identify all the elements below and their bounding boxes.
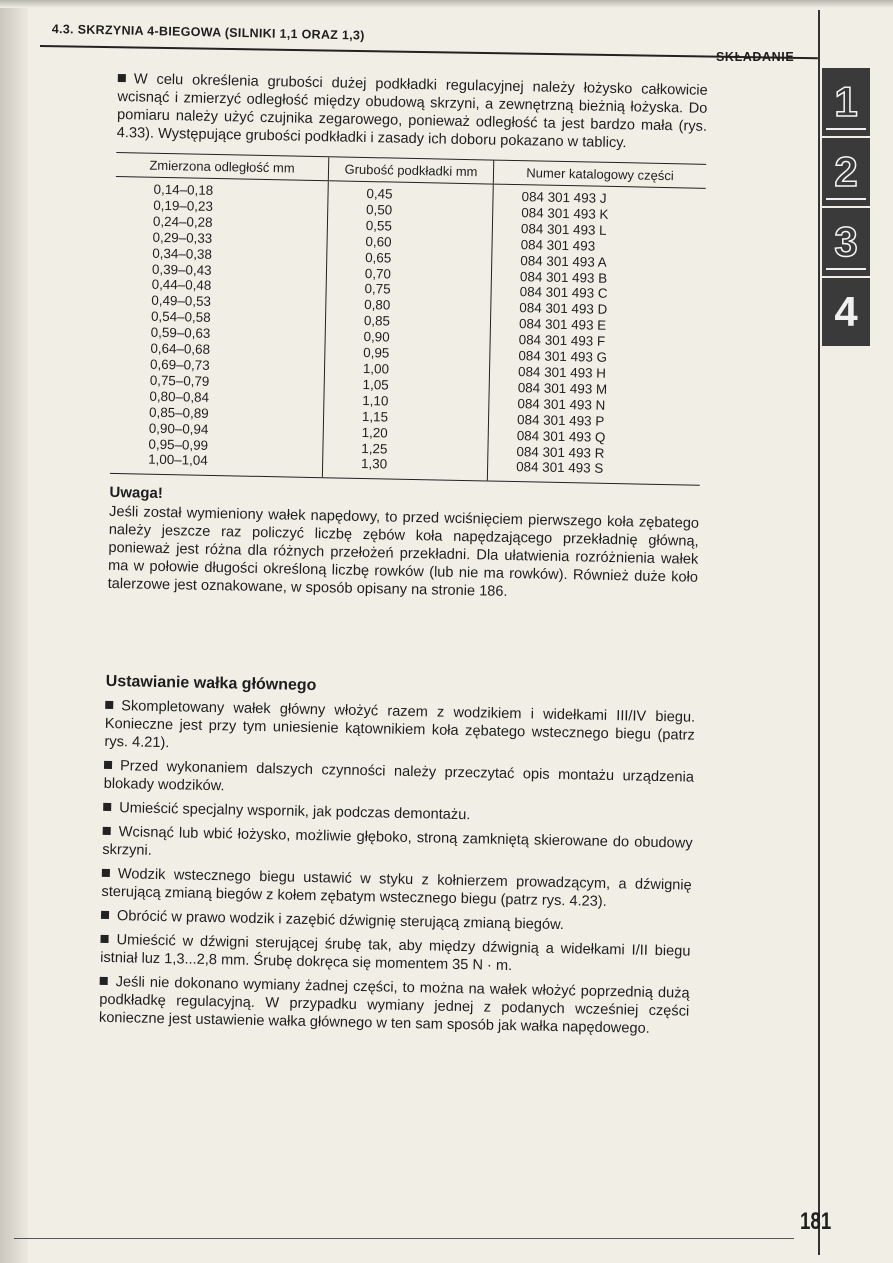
measured-value: 0,64–0,68 [150,340,211,357]
note-block [107,484,699,605]
chapter-tab-1: 1 [822,68,870,136]
measured-value: 0,49–0,53 [151,293,212,310]
bullet-icon [103,827,111,835]
measured-value: 0,54–0,58 [150,308,211,326]
catalog-number: 084 301 493 A [520,252,607,270]
thickness-value: 0,45 [366,186,393,202]
step-paragraph: Wcisnąć lub wbić łożysko, możliwie głęboko, stroną zamkniętą skierowane do obudowy skrzyni. [102,824,693,860]
catalog-number: 084 301 493 K [521,205,609,222]
catalog-number: 084 301 493 H [517,364,607,381]
bullet-icon [105,701,113,709]
thickness-value: 0,90 [363,329,390,345]
measured-value: 0,19–0,23 [153,197,214,214]
catalog-number: 084 301 493 M [517,379,608,397]
bullet-icon [100,935,108,943]
catalog-number: 084 301 493 B [519,268,608,286]
chapter-tabs [822,68,870,348]
header-catalog: Numer katalogowy części [493,160,706,188]
measured-value: 0,29–0,33 [152,229,213,246]
note-title: Uwaga! [109,484,164,503]
catalog-number: 084 301 493 L [520,220,607,238]
measured-value: 0,75–0,79 [149,372,210,389]
catalog-number: 084 301 493 P [516,411,605,429]
step-paragraph: Umieścić w dźwigni sterującej śrubę tak, aby między dźwignią a widełkami I/II biegu istniał luz 1,3...2,8 mm. Śrubę dokręca się momentem 35 N · m. [100,932,691,975]
section-title: 4.3. SKRZYNIA 4-BIEGOWA (SILNIKI 1,1 ORAZ 1,3) [51,22,365,43]
chapter-label: SKŁADANIE [716,50,795,64]
thickness-column [322,181,493,482]
chapter-tab-2: 2 [822,138,870,206]
step-paragraph: Jeśli nie dokonano wymiany żadnej części, to można na wałek włożyć poprzednią dużą podkładkę regulacyjną. W przypadku wymiany jednej z podanych wcześniej części konieczne jest ustawienie wałka głównego w ten sam sposób jak wałka napędowego. [98,974,690,1038]
thickness-value: 1,10 [362,392,389,409]
header-thickness: Grubość podkładki mm [328,157,494,184]
measured-value: 0,69–0,73 [149,356,210,373]
step-paragraph: Wodzik wstecznego biegu ustawić w styku z kołnierzem prowadzącym, a dźwignię sterującą zmianą biegów z kołem zębatym wstecznego biegu (patrz rys. 4.23). [101,866,692,911]
page-content [99,70,708,1045]
header-measured: Zmierzona odległość mm [116,152,329,180]
thickness-value: 1,25 [361,440,388,456]
measured-value: 0,34–0,38 [152,245,213,262]
thickness-value: 0,70 [364,265,392,282]
catalog-number: 084 301 493 Q [516,427,606,445]
step-paragraph: Przed wykonaniem dalszych czynności należy przeczytać opis montażu urządzenia blokady wodzików. [103,758,695,795]
thickness-value: 0,80 [364,297,391,313]
bullet-icon [104,761,112,769]
catalog-number: 084 301 493 N [517,395,606,413]
margin-rule [818,10,820,1255]
thickness-value: 0,60 [365,233,392,250]
bullet-icon [118,74,126,82]
catalog-number: 084 301 493 S [516,459,604,477]
section-heading: Ustawianie wałka głównego [105,673,317,695]
step-paragraph: Skompletowany wałek główny włożyć razem z wodzikiem i widełkami III/IV biegu. Konieczne jest przy tym uniesienie kątownikiem koła zębatego wstecznego biegu (patrz rys. 4.21). [104,698,696,752]
page-binding-shadow [0,0,28,1263]
catalog-number: 084 301 493 C [519,284,608,302]
thickness-value: 1,15 [361,408,389,425]
catalog-number: 084 301 493 G [518,348,608,365]
measured-value: 0,39–0,43 [151,261,212,278]
thickness-value: 0,50 [365,201,393,218]
measured-value: 1,00–1,04 [148,452,208,469]
measured-value: 0,80–0,84 [149,388,210,405]
catalog-number: 084 301 493 D [519,300,608,318]
header-rule [40,45,818,59]
thickness-value: 1,20 [361,424,388,441]
footer-rule [14,1238,794,1239]
measured-value: 0,59–0,63 [150,324,211,342]
thickness-value: 1,30 [360,456,388,472]
measured-value: 0,24–0,28 [152,213,213,230]
shim-table [110,152,706,486]
thickness-value: 1,00 [362,360,390,377]
page-number: 181 [800,1208,832,1235]
step-paragraph: Umieścić specjalny wspornik, jak podczas demontażu. [103,799,693,829]
catalog-number: 084 301 493 E [518,316,607,334]
measured-value: 0,85–0,89 [148,404,209,421]
thickness-value: 0,55 [365,217,393,234]
measured-value: 0,90–0,94 [148,420,209,437]
note-text: Jeśli został wymieniony wałek napędowy, to przed wciśnięciem pierwszego koła zębatego należy jeszcze raz policzyć liczbę zębów koła napędzającego przekładnię główną, ponieważ jest różna dla różnych przełożeń przekładni. Dla ułatwienia rozróżnienia wałek ma w połowie długości określoną liczbę rowków (lub nie ma rowków). Również duże koło talerzowe jest oznakowane, w sposób opisany na stronie 186. [107,504,700,601]
catalog-number: 084 301 493 R [516,443,605,461]
page-top-shadow [0,0,893,8]
measured-column [110,176,328,478]
chapter-tab-4-active: 4 [822,278,870,346]
catalog-number: 084 301 493 F [518,332,606,349]
bullet-icon [102,869,110,877]
bullet-icon [103,803,111,811]
intro-paragraph: W celu określenia grubości dużej podkładki regulacyjnej należy łożysko całkowicie wcisnąć i zmierzyć odległość między obudową skrzyni, a zewnętrzną bieżnią łożyska. Do pomiaru należy użyć czujnika zegarowego, ponieważ odległość ta jest bardzo mała (rys. 4.33). Występujące grubości podkładki i zasady ich doboru pokazano w tablicy. [116,71,708,152]
step-paragraph: Obrócić w prawo wodzik i zazębić dźwignię sterującą zmianą biegów. [101,907,691,937]
thickness-value: 1,05 [362,376,389,393]
thickness-value: 0,95 [363,345,390,361]
catalog-column [487,184,705,486]
measured-value: 0,14–0,18 [153,181,214,198]
catalog-number: 084 301 493 [520,236,596,254]
measured-value: 0,95–0,99 [148,436,209,453]
thickness-value: 0,75 [364,281,391,297]
chapter-tab-3: 3 [822,208,870,276]
thickness-value: 0,65 [365,249,392,266]
thickness-value: 0,85 [363,313,391,329]
catalog-number: 084 301 493 J [521,189,607,206]
bullet-icon [100,977,108,985]
bullet-icon [101,911,109,919]
measured-value: 0,44–0,48 [151,277,212,294]
